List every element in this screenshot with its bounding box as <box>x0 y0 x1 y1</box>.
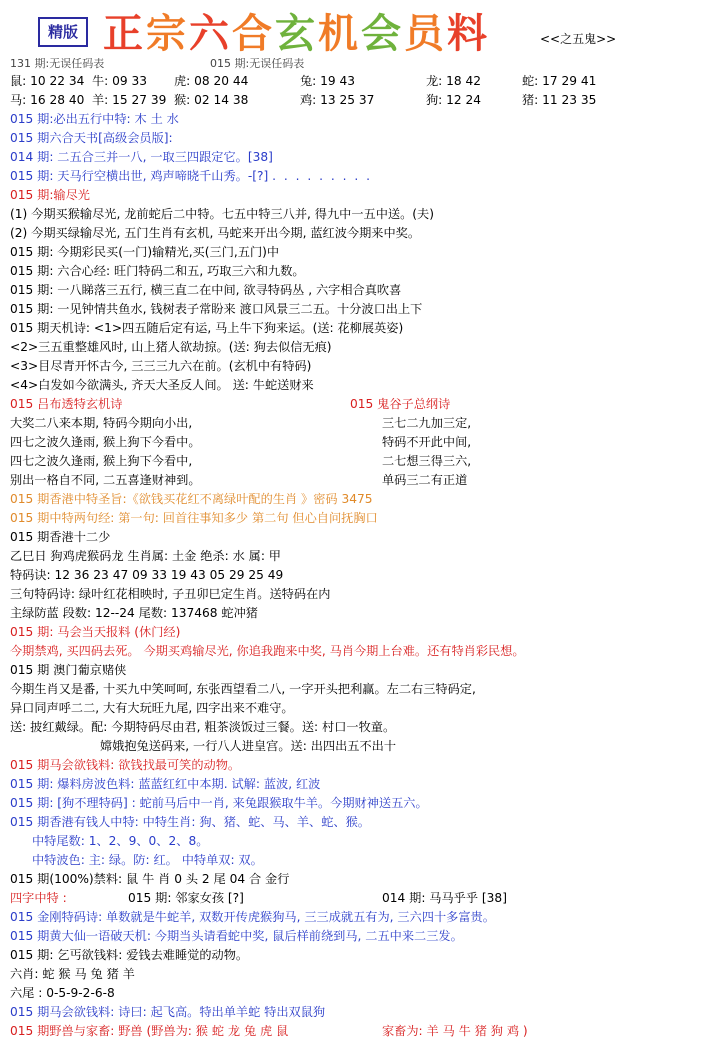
yejia-row <box>10 1022 696 1041</box>
mahui2-line: 015 期马会欲钱料: 诗曰: 起飞高。特出单羊蛇 特出双鼠狗 <box>10 1005 326 1019</box>
para-9: <3>目尽青开怀古今, 三三三九六在前。(玄机中有特码) <box>10 359 312 373</box>
zodiac-cell: 蛇: 17 29 41 <box>522 74 597 88</box>
title-char: 料 <box>447 10 490 57</box>
macau-1: 今期生肖又是番, 十买九中笑呵呵, 东张西望看二八, 一字开头把利赢。左二右三特码定, <box>10 682 476 696</box>
qigai-line: 015 期: 乞丐欲钱料: 爱钱去难睡觉的动物。 <box>10 948 249 962</box>
zodiac-cell: 马: 16 28 40 <box>10 93 85 107</box>
ma-heading: 015 期: 马会当天报料 (休门经) <box>10 625 181 639</box>
poems <box>10 414 696 490</box>
zodiac-cell: 狗: 12 24 <box>426 93 482 107</box>
table-caption-b: 015 期:无误任码表 <box>210 58 305 70</box>
para-2: (2) 今期买绿输尽光, 五门生肖有玄机, 马蛇来开出今期, 蓝红波今期来中奖。 <box>10 226 421 240</box>
macau-heading: 015 期 澳门葡京赌侠 <box>10 663 127 677</box>
title-char: 员 <box>404 10 447 57</box>
mai-line: 今期禁鸡, 买四码去死。 今期买鸡输尽光, 你追我跑来中奖, 马肖今期上台难。还有特肖彩民想。 <box>10 644 525 658</box>
macau-3: 送: 披红戴绿。配: 今期特码尽由君, 粗茶淡饭过三餐。送: 村口一牧童。 <box>10 720 396 734</box>
para-3: 015 期: 今期彩民买(一门)输精光,买(三门,五门)中 <box>10 245 280 259</box>
yisi-line: 乙巳日 狗鸡虎猴码龙 生肖属: 土金 绝杀: 水 属: 甲 <box>10 549 281 563</box>
hk12-heading: 015 期香港十二少 <box>10 530 111 544</box>
hk-decree: 015 期香港中特圣旨:《欲钱买花红不离绿叶配的生肖 》密码 3475 <box>10 492 373 506</box>
macau-4: 嫦娥抱兔送码来, 一行八人进皇宫。送: 出四出五不出十 <box>100 739 397 753</box>
title-char: 宗 <box>146 10 189 57</box>
poem-right-line: 特码不开此中间, <box>382 435 472 449</box>
yejia-wild: 015 期野兽与家畜: 野兽 (野兽为: 猴 蛇 龙 兔 虎 鼠 <box>10 1024 289 1038</box>
content <box>10 58 696 1041</box>
edition-badge: 精版 <box>38 17 88 47</box>
zodiac-cell: 兔: 19 43 <box>300 74 356 88</box>
zodiac-cell: 牛: 09 33 <box>92 74 148 88</box>
lvfang-line: 主绿防蓝 段数: 12--24 尾数: 137468 蛇冲猪 <box>10 606 258 620</box>
title-char: 合 <box>232 10 275 57</box>
hkyq-line: 015 期香港有钱人中特: 中特生肖: 狗、猪、蛇、马、羊、蛇、猴。 <box>10 815 370 829</box>
table-header-row <box>10 58 696 72</box>
table-caption-a: 131 期:无误任码表 <box>10 58 105 70</box>
jingang-line: 015 金刚特码诗: 单数就是牛蛇羊, 双数开传虎猴狗马, 三三成就五有为, 三六四十多富贵。 <box>10 910 495 924</box>
mhjy-line: 015 期马会欲钱料: 欲钱找最可笑的动物。 <box>10 758 241 772</box>
poem-right-line: 二七想三得三六, <box>382 454 472 468</box>
guigu-heading: 015 鬼谷子总纲诗 <box>350 397 451 411</box>
title-char: 会 <box>361 10 404 57</box>
poem-headings <box>10 395 696 414</box>
para-8: <2>三五重整雄风时, 山上猪人欲劫掠。(送: 狗去似信无痕) <box>10 340 332 354</box>
zodiac-cell: 猪: 11 23 35 <box>522 93 597 107</box>
tmj-line: 特码诀: 12 36 23 47 09 33 19 43 05 29 25 49 <box>10 568 284 582</box>
header <box>0 0 702 58</box>
poem-left-line: 四七之波久逢雨, 猴上狗下今看中。 <box>10 435 201 449</box>
sizi-015: 015 期: 邻家女孩 [?] <box>128 891 244 905</box>
sizi-row <box>10 889 696 908</box>
sizi-014: 014 期: 马马乎乎 [38] <box>382 891 507 905</box>
para-6: 015 期: 一见钟情共鱼水, 钱树表子常盼来 渡口风景三二五。十分波口出上下 <box>10 302 423 316</box>
title-char: 六 <box>189 10 232 57</box>
wuxing-text: 015 期:必出五行中特: 木 土 水 <box>10 112 179 126</box>
line-014: 014 期: 二五合三并一八, 一取三四跟定它。[38] <box>10 150 273 164</box>
bose-line: 中特波色: 主: 绿。防: 红。 中特单双: 双。 <box>32 853 263 867</box>
zodiac-row-2 <box>10 91 696 110</box>
wei-line: 中特尾数: 1、2、9、0、2、8。 <box>32 834 209 848</box>
zodiac-cell: 鼠: 10 22 34 <box>10 74 85 88</box>
title-char: 机 <box>318 10 361 57</box>
poem-left-line: 大奖二八来本期, 特码今期向小出, <box>10 416 193 430</box>
line-015a <box>10 167 696 186</box>
para-5: 015 期: 一八睇落三五行, 横三直二在中间, 欲寻特码丛 , 六字相合真吹喜 <box>10 283 402 297</box>
macau-2: 异口同声呼二二, 大有大玩旺九尾, 四字出来不难守。 <box>10 701 294 715</box>
shuguang-heading: 015 期:输尽光 <box>10 188 90 202</box>
zodiac-cell: 猴: 02 14 38 <box>174 93 249 107</box>
poem-right-line: 单码三二有正道 <box>382 473 468 487</box>
para-1: (1) 今期买猴输尽光, 龙前蛇后二中特。七五中特三八并, 得九中一五中送。(夫) <box>10 207 434 221</box>
sizi-heading: 四字中特 : <box>10 891 67 905</box>
ban-line: 015 期(100%)禁料: 鼠 牛 肖 0 头 2 尾 04 合 金行 <box>10 872 290 886</box>
huangdaxian-line: 015 期黄大仙一语破天机: 今期当头请看蛇中奖, 鼠后样前绕到马, 二五中来二三发。 <box>10 929 463 943</box>
zodiac-cell: 龙: 18 42 <box>426 74 482 88</box>
zodiac-cell: 羊: 15 27 39 <box>92 93 167 107</box>
poem-right-line: 三七二九加三定, <box>382 416 472 430</box>
gou-line: 015 期: [狗不理特码] : 蛇前马后中一肖, 来兔跟猴取牛羊。今期财神送五六。 <box>10 796 428 810</box>
para-4: 015 期: 六合心经: 旺门特码二和五, 巧取三六和九数。 <box>10 264 305 278</box>
tianshu-line: 015 期六合天书[高级会员版]: <box>10 131 173 145</box>
baoliao-line: 015 期: 爆料房波色料: 蓝蓝红红中本期. 试解: 蓝波, 红波 <box>10 777 321 791</box>
liuwei-line: 六尾 : 0-5-9-2-6-8 <box>10 986 115 1000</box>
subtitle: <<之五鬼>> <box>540 32 617 46</box>
title-char: 正 <box>103 10 146 57</box>
dots: . . . . . . . . . <box>272 169 372 183</box>
title-char: 玄 <box>275 10 318 57</box>
line-015a-text: 015 期: 天马行空横出世, 鸡声啼晓千山秀。-[?] <box>10 169 269 183</box>
liuxiao-line: 六肖: 蛇 猴 马 兔 猪 羊 <box>10 967 135 981</box>
zodiac-cell: 虎: 08 20 44 <box>174 74 249 88</box>
two-sentences: 015 期中特两句经: 第一句: 回首往事知多少 第二句 但心自问抚胸口 <box>10 511 378 525</box>
zodiac-cell: 鸡: 13 25 37 <box>300 93 375 107</box>
lvbu-heading: 015 吕布透特玄机诗 <box>10 397 123 411</box>
poem-left-line: 四七之波久逢雨, 猴上狗下今看中, <box>10 454 193 468</box>
zodiac-row-1 <box>10 72 696 91</box>
wuxing-line <box>10 110 696 129</box>
para-10: <4>白发如今欲满头, 齐天大圣反人间。 送: 牛蛇送财来 <box>10 378 314 392</box>
para-7: 015 期天机诗: <1>四五随后定有运, 马上牛下狗来运。(送: 花柳展英姿) <box>10 321 404 335</box>
yejia-domestic: 家畜为: 羊 马 牛 猪 狗 鸡 ) <box>382 1024 528 1038</box>
sanju-line: 三句特码诗: 绿叶红花相映时, 子丑卯巳定生肖。送特码在内 <box>10 587 331 601</box>
page-title <box>103 2 490 59</box>
poem-left-line: 别出一格自不同, 二五喜逢财神到。 <box>10 473 201 487</box>
